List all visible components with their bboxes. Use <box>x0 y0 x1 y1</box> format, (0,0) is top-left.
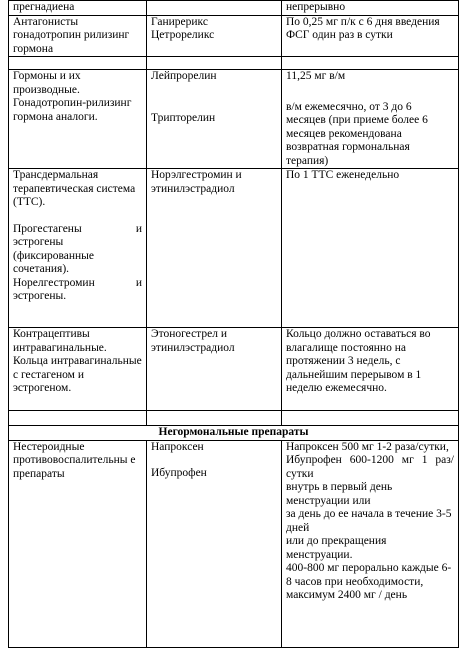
medication-table <box>8 0 459 648</box>
table-row <box>9 15 459 57</box>
drug-name: Напроксен <box>151 440 204 453</box>
dose-text: Напроксен 500 мг 1-2 раза/сутки, <box>286 440 449 453</box>
class-text: Кольца интравагинальные с гестагеном и эстрогеном. <box>13 355 142 394</box>
cell-drug: Этоногестрел и этинилэстрадиол <box>147 328 282 411</box>
table-row <box>9 1 459 16</box>
drug-name: Лейпрорелин <box>151 70 217 82</box>
table-row <box>9 440 459 647</box>
cell-dose: непрерывно <box>282 1 459 16</box>
cell-drug <box>147 15 282 57</box>
class-text: Прогестагены и эстрогены (фиксированные сочетания). <box>13 222 142 275</box>
drug-name: Ганирерикс <box>151 15 208 28</box>
table-row <box>9 70 459 169</box>
cell-drug <box>147 440 282 647</box>
class-text: Контрацептивы интравагинальные. <box>13 328 107 354</box>
table-row-empty <box>9 411 459 426</box>
cell-class <box>9 328 147 411</box>
table-row <box>9 328 459 411</box>
table-row <box>9 169 459 328</box>
cell-drug: Норэлгестромин и этинилэстрадиол <box>147 169 282 328</box>
class-text: Трансдермальная терапевтическая система (ТТС). <box>13 169 136 208</box>
class-text: Норелгестромин и эстрогены. <box>13 276 142 302</box>
drug-name: Ибупрофен <box>151 467 207 479</box>
dose-text: Ибупрофен 600-1200 мг 1 раз/сутки <box>286 454 454 480</box>
cell-class: Гормоны и их производные. Гонадотропин-рилизинг гормона аналоги. <box>9 70 147 169</box>
cell-class: Нестероидные противовоспалительны е препараты <box>9 440 147 647</box>
drug-name: Трипторелин <box>151 111 216 124</box>
cell-class: прегнадиена <box>9 1 147 16</box>
drug-name: Цетрореликс <box>151 29 215 41</box>
cell-dose <box>282 440 459 647</box>
cell-dose: Кольцо должно оставаться во влагалище постоянно на протяжении 3 недель, с дальнейшим перерывом в 1 неделю ежемесячно. <box>282 328 459 411</box>
dose-text: 400-800 мг перорально каждые 6-8 часов при необходимости, максимум 2400 мг / день <box>286 562 452 601</box>
cell-dose <box>282 70 459 169</box>
cell-drug <box>147 1 282 16</box>
cell-class <box>9 169 147 328</box>
section-header-row <box>9 426 459 441</box>
dose-text: за день до ее начала в течение 3-5 дней <box>286 508 452 534</box>
dose-text: 11,25 мг в/м <box>286 70 346 82</box>
table-row-empty <box>9 57 459 70</box>
cell-class: Антагонисты гонадотропин рилизинг гормона <box>9 15 147 57</box>
cell-dose: По 1 ТТС еженедельно <box>282 169 459 328</box>
section-header: Негормональные препараты <box>9 426 459 441</box>
dose-text: внутрь в первый день менструации или <box>286 481 393 507</box>
dose-text: или до прекращения менструации. <box>286 535 387 561</box>
dose-text: в/м ежемесячно, от 3 до 6 месяцев (при приеме более 6 месяцев рекомендована возвратная гормональная терапия) <box>286 100 428 167</box>
cell-drug <box>147 70 282 169</box>
cell-dose: По 0,25 мг п/к с 6 дня введения ФСГ один раз в сутки <box>282 15 459 57</box>
